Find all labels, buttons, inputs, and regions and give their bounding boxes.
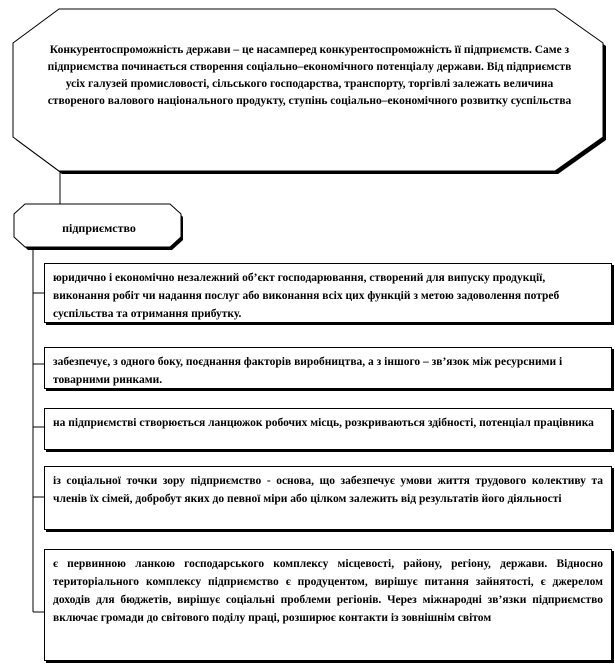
item-text-5: є первинною ланкою господарського комплексу місцевості, району, регіону, держави. Відносно територіального комплексу підприємство є продуцентом, вирішує питання зайнятості, є джерелом доходів для бюджетів, вирішує соціальні проблеми регіонів. Через міжнародні зв’язки підприємство включає громади до світового поділу праці, розширює контакти із зовнішнім світом <box>53 558 603 624</box>
item-text-4: із соціальної точки зору підприємство - основа, що забезпечує умови життя трудового колективу та членів їх сімей, добробут яких до певної міри або цілком залежить від результатів його діяльності <box>53 475 603 505</box>
category-label: підприємство <box>62 221 136 235</box>
item-box-4 <box>44 466 612 530</box>
item-box-5 <box>44 549 612 661</box>
item-box-2 <box>44 347 612 389</box>
item-text-1: юридично і економічно незалежний об’єкт господарювання, створений для випуску продукції, виконання робіт чи надання послуг або виконання всіх цих функцій з метою задоволення потреб суспільства та отримання прибутку. <box>53 272 560 320</box>
item-text-3: на підприємстві створюється ланцюжок робочих місць, розкриваються здібності, потенціал працівника <box>53 417 594 429</box>
item-text-2: забезпечує, з одного боку, поєднання факторів виробництва, а з іншого – зв’язок між ресурсними і товарними ринками. <box>53 356 563 386</box>
item-box-1 <box>44 263 612 323</box>
header-text: Конкурентоспроможність держави – це насамперед конкурентоспроможність її підприємств. Саме з підприємства починається створення соціально–економічного потенціалу держави. Від підприємств усіх галузей промисловості, сільського господарства, транспорту, торгівлі залежать величина створеного валового національного продукту, ступінь соціально–економічного розвитку суспільства <box>47 44 572 107</box>
item-box-3 <box>44 408 612 450</box>
